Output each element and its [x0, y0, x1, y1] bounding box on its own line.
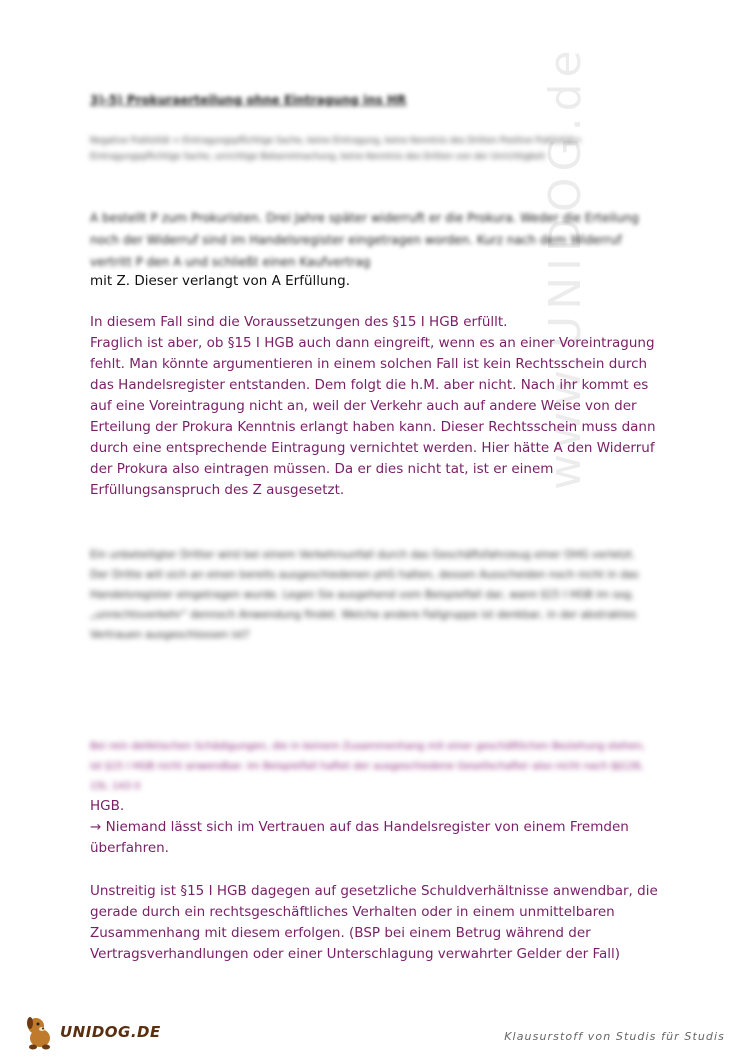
answer-blurred: Bei rein deliktischen Schädigungen, die in keinem Zusammenhang mit einer geschäftlichen Beziehung stehen, ist §15 I HGB nicht anwendbar. Im Beispielfall haftet der ausgeschiedene Gesellschafter also nicht nach §§128, 15I, 143 II [90, 741, 645, 792]
section-heading: 3)-5) Prokuraerteilung ohne Eintragung ins HR [90, 93, 407, 107]
case-text-clear: mit Z. Dieser verlangt von A Erfüllung. [90, 273, 351, 289]
answer-line-arrow: → Niemand lässt sich im Vertrauen auf das Handelsregister von einem Fremden überfahren. [90, 819, 629, 856]
definitions-paragraph: Negative Publizität = Eintragungspflichtige Sache, keine Eintragung, keine Kenntnis des Dritten Positive Publizität= Eintragungspflichtige Sache, unrichtige Bekanntmachung, keine Kenntnis des Dritten von der Unrichtigkeit [90, 136, 582, 162]
solution-line-1: In diesem Fall sind die Voraussetzungen des §15 I HGB erfüllt. [90, 314, 508, 330]
dog-icon [22, 1012, 58, 1052]
question-paragraph-blurred: Ein unbeteiligter Dritter wird bei einem Verkehrsunfall durch das Geschäftsfahrzeug einer OHG verletzt. Der Dritte will sich an einen bereits ausgeschiedenen phG halten, dessen Ausscheiden noch nicht in das Handelsregister eingetragen wurde. Legen Sie ausgehend vom Beispielfall dar, wann §15 I HGB im sog. „unrechtsverkehr“ dennoch Anwendung findet. Welche andere Fallgruppe ist denkbar, in der abstraktes Vertrauen ausgeschlossen ist? [90, 549, 639, 641]
footer-tagline: Klausurstoff von Studis für Studis [504, 1030, 725, 1043]
answer-paragraph [90, 796, 665, 859]
unidog-logo[interactable] [22, 1012, 161, 1052]
case-text-blurred: A bestellt P zum Prokuristen. Drei Jahre später widerruft er die Prokura. Weder die Erteilung noch der Widerruf sind im Handelsregister eingetragen worden. Kurz nach dem Widerruf vertritt P den A und schließt einen Kaufvertrag [90, 211, 639, 269]
final-paragraph: Unstreitig ist §15 I HGB dagegen auf gesetzliche Schuldverhältnisse anwendbar, die gerade durch ein rechtsgeschäftliches Verhalten oder in einem unmittelbaren Zusammenhang mit diesem erfolgen. (BSP bei einem Betrug während der Vertragsverhandlungen oder einer Unterschlagung verwahrter Gelder der Fall) [90, 883, 658, 962]
answer-line-hgb: HGB. [90, 798, 125, 814]
solution-paragraph [90, 312, 665, 501]
watermark: www.UNIDOG.de [540, 44, 591, 490]
solution-line-2: Fraglich ist aber, ob §15 I HGB auch dann eingreift, wenn es an einer Voreintragung fehlt. Man könnte argumentieren in einem solchen Fall ist kein Rechtsschein durch das Handelsregister entstanden. Dem folgt die h.M. aber nicht. Nach ihr kommt es auf eine Voreintragung nicht an, weil der Verkehr auch auf andere Weise von der Erteilung der Prokura Kenntnis erlangt haben kann. Dieser Rechtsschein muss dann durch eine entsprechende Eintragung vernichtet werden. Hier hätte A den Widerruf der Prokura also eintragen müssen. Da er dies nicht tat, ist er einem Erfüllungsanspruch des Z ausgesetzt. [90, 335, 656, 498]
logo-text: UNIDOG.DE [60, 1023, 161, 1041]
